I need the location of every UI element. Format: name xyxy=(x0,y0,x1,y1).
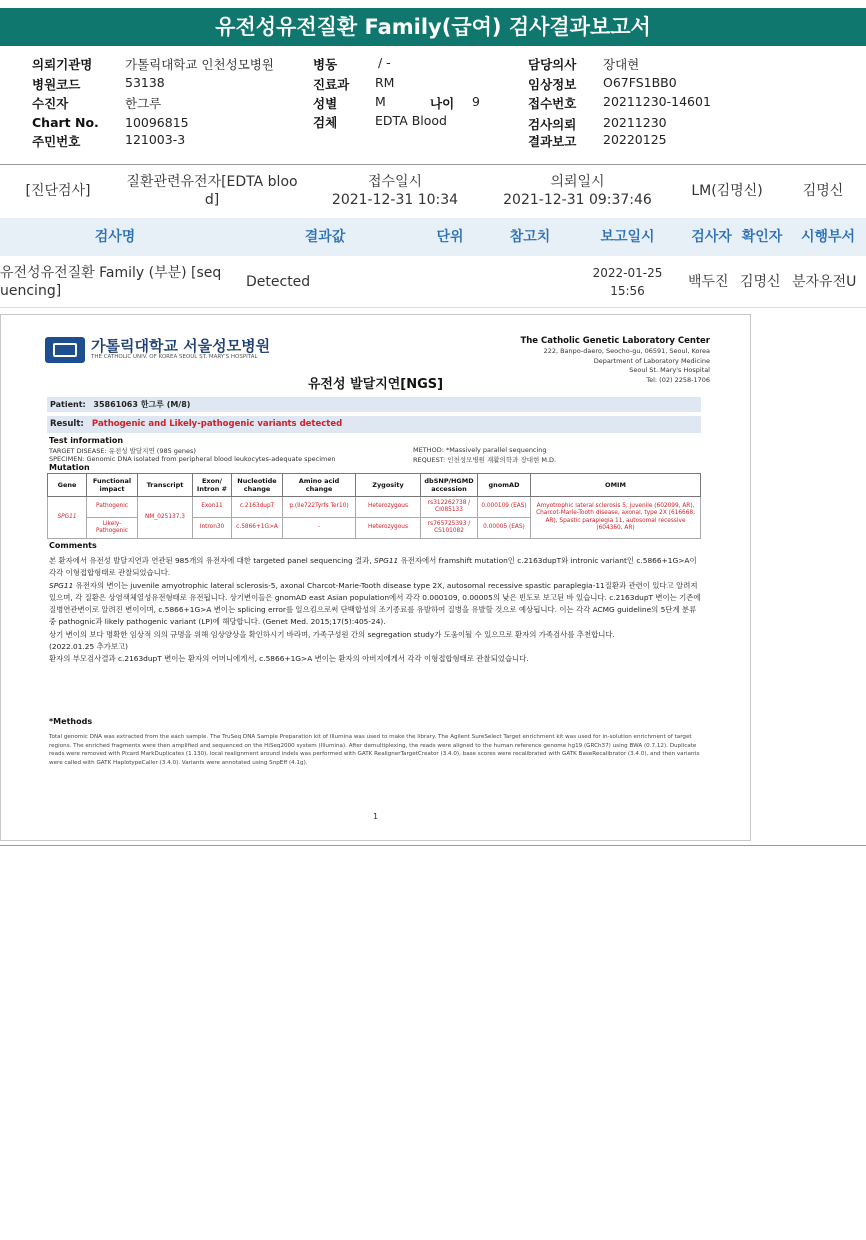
result-tester: 백두진 xyxy=(688,274,729,290)
result-department: 분자유전U xyxy=(792,274,857,290)
lab-address: 222, Banpo-daero, Seocho-gu, 06591, Seoul, Korea xyxy=(543,347,710,355)
table-row xyxy=(48,497,701,518)
col-header-department: 시행부서 xyxy=(800,229,856,245)
result-bar xyxy=(47,416,701,433)
patient-label: Patient: xyxy=(50,400,86,409)
th-dbsnp: dbSNP/HGMD accession xyxy=(421,474,478,497)
report-title: 유전성 발달지연[NGS] xyxy=(307,377,444,392)
divider xyxy=(0,845,866,846)
info-value: / - xyxy=(378,55,391,70)
result-test-name xyxy=(0,264,240,300)
comment-text: 본 환자에서 유전성 발달지연과 연관된 985개의 유전자에 대한 targeted panel sequencing 결과, xyxy=(49,556,374,565)
info-label: 결과보고 xyxy=(528,134,577,149)
info-value: 20211230 xyxy=(603,115,667,130)
info-value: 가톨릭대학교 인천성모병원 xyxy=(125,57,274,72)
patient-bar xyxy=(47,397,701,412)
cell-impact: Likely-Pathogenic xyxy=(87,518,138,539)
info-label: 수진자 xyxy=(32,96,69,111)
info-value: 9 xyxy=(472,94,480,109)
result-confirmer: 김명신 xyxy=(740,274,781,290)
info-label: 성별 xyxy=(313,96,338,111)
comments-body xyxy=(49,555,701,666)
th-impact: Functional impact xyxy=(87,474,138,497)
order-test-name-line2: d] xyxy=(204,192,220,208)
info-label: 검체 xyxy=(313,115,338,130)
col-header-confirmer: 확인자 xyxy=(741,229,783,245)
cell-gnomad: 0.00005 (EAS) xyxy=(478,518,531,539)
info-label: 병동 xyxy=(313,57,338,72)
info-label: 임상정보 xyxy=(528,77,577,92)
info-value: RM xyxy=(375,75,395,90)
result-row[interactable] xyxy=(0,258,866,306)
requested-label: 의뢰일시 xyxy=(550,174,605,190)
order-row[interactable] xyxy=(0,167,866,215)
comment-paragraph: 상기 변이의 보다 명확한 임상적 의의 규명을 위해 임상양상을 확인하시기 바라며, 가족구성원 간의 segregation study가 도움이될 수 있으므로 환자의 가족검사를 추천합니다. xyxy=(49,629,615,639)
info-value: 장대현 xyxy=(603,57,640,72)
info-label: 주민번호 xyxy=(32,134,81,149)
received-label: 접수일시 xyxy=(367,174,423,190)
target-disease: TARGET DISEASE: 유전성 발달지연 (985 genes) xyxy=(49,447,196,455)
report-document xyxy=(0,314,751,841)
info-label: 진료과 xyxy=(313,77,350,92)
doctor-name: 김명신 xyxy=(802,183,844,199)
info-value: 10096815 xyxy=(125,115,189,130)
info-label: Chart No. xyxy=(32,115,99,130)
mutation-heading: Mutation xyxy=(49,463,90,472)
cell-dbsnp: rs312262738 / CI085133 xyxy=(421,497,478,518)
mutation-table xyxy=(47,473,701,539)
comment-gene: SPG11 xyxy=(373,556,399,565)
th-omim: OMIM xyxy=(531,474,701,497)
divider xyxy=(0,164,866,165)
order-category: [진단검사] xyxy=(25,183,91,199)
cell-zygosity: Heterozygous xyxy=(356,518,421,539)
order-test-name-line1: 질환관련유전자[EDTA bloo xyxy=(126,174,298,190)
result-report-date xyxy=(590,264,665,300)
info-value: 한그루 xyxy=(125,96,162,111)
comment-gene: SPG11 xyxy=(49,580,74,590)
cell-dbsnp: rs765725393 / CS101082 xyxy=(421,518,478,539)
col-header-reference: 참고치 xyxy=(509,229,551,245)
comment-paragraph xyxy=(49,555,701,580)
lab-hospital: Seoul St. Mary's Hospital xyxy=(629,366,710,374)
th-exon: Exon/ Intron # xyxy=(193,474,232,497)
result-table-header xyxy=(0,218,866,256)
lab-department: Department of Laboratory Medicine xyxy=(593,356,710,365)
comment-text: 유전자의 변이는 juvenile amyotrophic lateral sclerosis-5, axonal Charcot-Marie-Tooth disease type 2X, autosomal recessive spastic paraplegia-11질환과 관련이 있다고 알려져 있으며, 각 질환은 상염색체열성유전형태로 유전됩니다. 상기변이들은 gnomAD east Asian population에서 각각 0.000109, 0.00005의 낮은 빈도로 보고된 바 있습니다. c.2163dupT 변이는 기존에 질병연관변이로 알려진 변이이며, c.5866+1G>A 변이는 splicing error를 일으킴으로써 단백합성의 조기종료를 유발하여 질병을 유발할 것으로 예상됩니다. 이는 각각 ACMG guideline의 5단계 분류 중 pathognic과 likely pathogenic variant (LP)에 해당합니다. (Genet Med. 2015;17(5):405-24). xyxy=(49,580,701,627)
hospital-logo-icon xyxy=(45,337,85,363)
cell-nucleotide: c.2163dupT xyxy=(232,497,283,518)
hospital-subtitle: THE CATHOLIC UNIV. OF KOREA SEOUL ST. MARY'S HOSPITAL xyxy=(91,354,258,360)
comment-paragraph: 환자의 부모검사결과 c.2163dupT 변이는 환자의 어머니에게서, c.5866+1G>A 변이는 환자의 아버지에게서 각각 이형접합형태로 관찰되었습니다. xyxy=(49,654,529,664)
mutation-table-header xyxy=(48,474,701,497)
request: REQUEST: 인천성모병원 재활의학과 장대현 M.D. xyxy=(413,456,557,464)
result-test-name-line2: uencing] xyxy=(0,283,62,299)
cell-omim: Amyotrophic lateral sclerosis 5, juvenile (602099, AR), Charcot-Marie-Tooth disease, axonal, type 2X (616668, AR), Spastic paraplegia 11, autosomal recessive (604360, AR) xyxy=(531,497,701,539)
info-value: 121003-3 xyxy=(125,132,186,147)
cell-amino: p.(Ile722Tyrfs Ter10) xyxy=(283,497,356,518)
cell-nucleotide: c.5866+1G>A xyxy=(232,518,283,539)
col-header-result: 결과값 xyxy=(304,229,346,245)
methods-body: Total genomic DNA was extracted from the each sample. The TruSeq DNA Sample Preparation kit of Illumina was used to make the library. The Agilent SureSelect Target enrichment kit was used for in-solution enrichment of target regions. The enriched fragments were then amplified and sequenced on the HiSeq2000 system (Illumina). After demultiplexing, the reads were aligned to the human reference genome hg19 (GRCh37) using BWA (0.7.12). Duplicate reads were removed with Picard MarkDuplicates (1.130), local realignment around indels was performed with GATK RealignerTargetCreator (3.4.0), base scores were recalibrated with GATK BaseRecalibrator (3.4.0), and then variants were called with GATK HaplotypeCaller (3.4.0). Variants were annotated using SnpEff (4.1g). xyxy=(49,734,700,766)
info-value: EDTA Blood xyxy=(375,113,447,128)
info-value: 53138 xyxy=(125,75,165,90)
th-nucleotide: Nucleotide change xyxy=(232,474,283,497)
requested-value: 2021-12-31 09:37:46 xyxy=(503,192,652,208)
info-value: O67FS1BB0 xyxy=(603,75,677,90)
comments-heading: Comments xyxy=(49,541,97,550)
methods-heading: *Methods xyxy=(49,717,93,726)
info-label: 검사의뢰 xyxy=(528,117,577,132)
order-test-name xyxy=(112,173,312,209)
lab-name: The Catholic Genetic Laboratory Center xyxy=(520,336,710,346)
result-label: Result: xyxy=(50,419,84,429)
result-value: Detected xyxy=(246,274,311,290)
th-gnomad: gnomAD xyxy=(478,474,531,497)
info-label: 의뢰기관명 xyxy=(32,57,93,72)
col-header-report-date: 보고일시 xyxy=(600,229,655,245)
cell-transcript: NM_025137.3 xyxy=(138,497,193,539)
th-amino: Amino acid change xyxy=(283,474,356,497)
result-test-name-line1: 유전성유전질환 Family (부분) [seq xyxy=(0,265,222,281)
cell-exon: Intron30 xyxy=(193,518,232,539)
lab-tel: Tel: (02) 2258-1706 xyxy=(646,375,710,384)
th-gene: Gene xyxy=(48,474,87,497)
th-zygosity: Zygosity xyxy=(356,474,421,497)
comment-text: 유전자에서 framshift mutation인 c.2163dupT와 intronic variant인 c.5866+1G>A이 각각 이형접합형태로 관찰되었습니다. xyxy=(49,556,697,578)
cell-impact: Pathogenic xyxy=(87,497,138,518)
info-value: M xyxy=(375,94,386,109)
page-number: 1 xyxy=(372,812,379,821)
info-label: 병원코드 xyxy=(32,77,81,92)
col-header-tester: 검사자 xyxy=(691,229,732,245)
patient-value: 35861063 한그루 (M/8) xyxy=(93,400,191,409)
result-time: 15:56 xyxy=(610,284,645,298)
patient-info xyxy=(0,55,866,155)
method: METHOD: *Massively parallel sequencing xyxy=(413,446,547,454)
result-summary: Pathogenic and Likely-pathogenic variants detected xyxy=(91,419,343,429)
comment-paragraph: (2022.01.25 추가보고) xyxy=(49,642,128,652)
info-value: 20220125 xyxy=(603,132,667,147)
th-transcript: Transcript xyxy=(138,474,193,497)
received-value: 2021-12-31 10:34 xyxy=(331,192,459,208)
specimen: SPECIMEN: Genomic DNA isolated from peripheral blood leukocytes-adequate specimen xyxy=(49,455,336,463)
info-label: 담당의사 xyxy=(528,57,577,72)
info-label: 나이 xyxy=(430,96,455,111)
comment-paragraph xyxy=(49,580,701,629)
hospital-name: 가톨릭대학교 서울성모병원 xyxy=(91,337,271,355)
cell-amino: - xyxy=(283,518,356,539)
requested-time xyxy=(490,173,665,209)
page-title: 유전성유전질환 Family(급여) 검사결과보고서 xyxy=(0,8,866,46)
result-date: 2022-01-25 xyxy=(592,266,663,280)
lab-manager: LM(김명신) xyxy=(691,183,763,199)
info-value: 20211230-14601 xyxy=(603,94,711,109)
test-info-heading: Test information xyxy=(49,436,124,445)
divider xyxy=(0,307,866,308)
cell-exon: Exon11 xyxy=(193,497,232,518)
col-header-test-name: 검사명 xyxy=(94,229,136,245)
cell-gnomad: 0.000109 (EAS) xyxy=(478,497,531,518)
cell-zygosity: Heterozygous xyxy=(356,497,421,518)
cell-gene: SPG11 xyxy=(48,497,87,539)
col-header-unit: 단위 xyxy=(436,229,464,245)
info-label: 접수번호 xyxy=(528,96,577,111)
received-time xyxy=(320,173,470,209)
